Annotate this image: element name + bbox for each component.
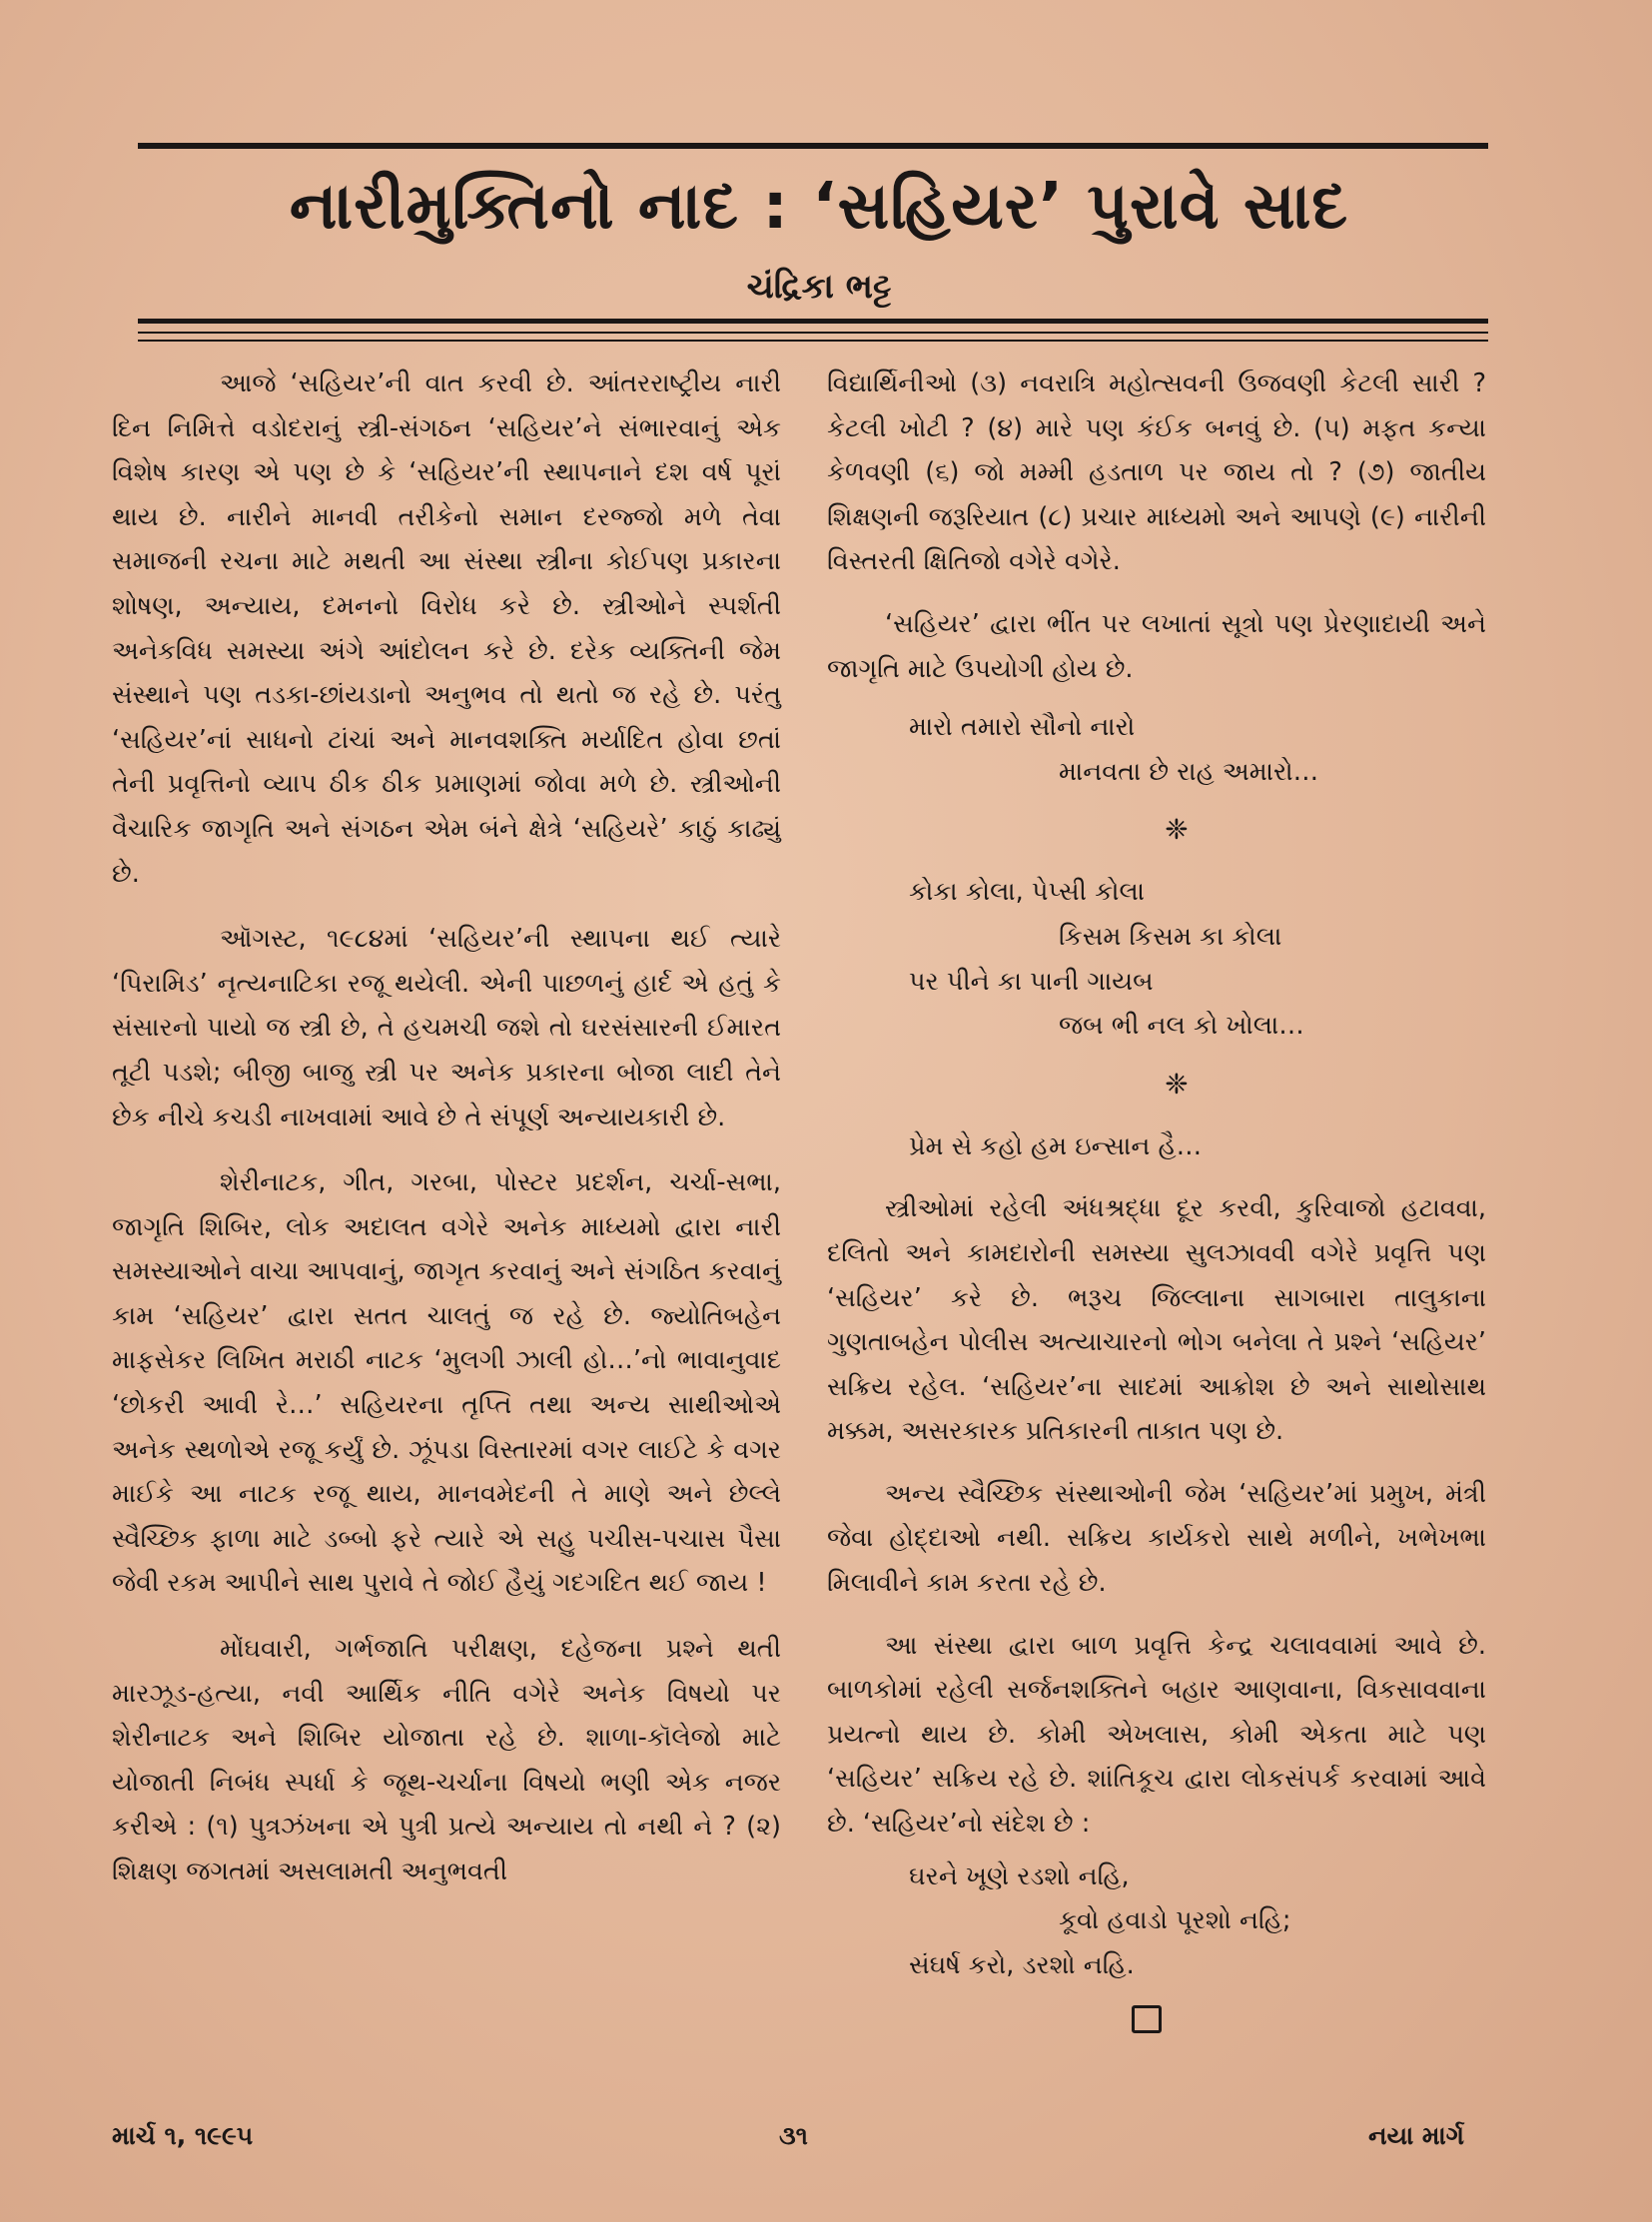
footer-page-number: ૩૧ bbox=[779, 2121, 808, 2150]
verse-line: કિસમ કિસમ કા કોલા bbox=[1059, 921, 1282, 952]
closing-verse bbox=[827, 1854, 1486, 1988]
verse-line: ઘરને ખૂણે રડશો નહિ, bbox=[909, 1860, 1130, 1891]
paragraph: અન્ય સ્વૈચ્છિક સંસ્થાઓની જેમ ‘સહિયર’માં પ્રમુખ, મંત્રી જેવા હોદ્દાઓ નથી. સક્રિય કાર્યકરો સાથે મળીને, ખભેખભા મિલાવીને કામ કરતા રહે છે. bbox=[827, 1478, 1486, 1599]
verse-line: મારો તમારો સૌનો નારો bbox=[909, 712, 1136, 743]
heading-rule-thick bbox=[138, 319, 1488, 324]
end-of-article-icon bbox=[1132, 2005, 1162, 2033]
paragraph: મોંઘવારી, ગર્ભજાતિ પરીક્ષણ, દહેજના પ્રશ્ને થતી મારઝૂડ-હત્યા, નવી આર્થિક નીતિ વગેરે અનેક વિષયો પર શેરીનાટક અને શિબિર યોજાતા રહે છે. શાળા-કૉલેજો માટે યોજાતી નિબંધ સ્પર્ધા કે જૂથ-ચર્ચાના વિષયો ભણી એક નજર કરીએ : (૧) પુત્રઝંખના એ પુત્રી પ્રત્યે અન્યાય તો નથી ને ? (૨) શિક્ષણ જગતમાં અસલામતી અનુભવતી bbox=[112, 1634, 781, 1886]
paragraph: શેરીનાટક, ગીત, ગરબા, પોસ્ટર પ્રદર્શન, ચર્ચા-સભા, જાગૃતિ શિબિર, લોક અદાલત વગેરે અનેક માધ્યમો દ્વારા નારી સમસ્યાઓને વાચા આપવાનું, જાગૃત કરવાનું અને સંગઠિત કરવાનું કામ ‘સહિયર’ દ્વારા સતત ચાલતું જ રહે છે. જ્યોતિબહેન માફસેકર લિખિત મરાઠી નાટક ‘મુલગી ઝાલી હો…’નો ભાવાનુવાદ ‘છોકરી આવી રે…’ સહિયરના તૃપ્તિ તથા અન્ય સાથીઓએ અનેક સ્થળોએ રજૂ કર્યું છે. ઝૂંપડા વિસ્તારમાં વગર લાઈટે કે વગર માઈકે આ નાટક રજૂ થાય, માનવમેદની તે માણે અને છેલ્લે સ્વૈચ્છિક ફાળા માટે ડબ્બો ફરે ત્યારે એ સહુ પચીસ-પચાસ પૈસા જેવી રકમ આપીને સાથ પુરાવે તે જોઈ હૈયું ગદગદિત થઈ જાય ! bbox=[112, 1167, 781, 1599]
left-column bbox=[112, 362, 781, 1894]
separator-ornament-icon: ❈ bbox=[1165, 1067, 1189, 1101]
heading-rule-thin bbox=[138, 332, 1488, 334]
verse-line: પર પીને કા પાની ગાયબ bbox=[909, 966, 1154, 997]
separator-ornament-icon: ❈ bbox=[1165, 813, 1189, 847]
footer-date: માર્ચ ૧, ૧૯૯૫ bbox=[112, 2121, 254, 2150]
paragraph: ઑગસ્ટ, ૧૯૮૪માં ‘સહિયર’ની સ્થાપના થઈ ત્યારે ‘પિરામિડ’ નૃત્યનાટિકા રજૂ થયેલી. એની પાછળનું હાર્દ એ હતું કે સંસારનો પાયો જ સ્ત્રી છે, તે હચમચી જશે તો ઘરસંસારની ઈમારત તૂટી પડશે; બીજી બાજુ સ્ત્રી પર અનેક પ્રકારના બોજા લાદી તેને છેક નીચે કચડી નાખવામાં આવે છે તે સંપૂર્ણ અન્યાયકારી છે. bbox=[112, 924, 781, 1132]
heading-rule-thin-2 bbox=[138, 340, 1488, 342]
verse-line: પ્રેમ સે કહો હમ ઇન્સાન હૈ… bbox=[909, 1130, 1203, 1161]
verse-line: માનવતા છે રાહ અમારો… bbox=[1059, 756, 1319, 787]
paragraph: સ્ત્રીઓમાં રહેલી અંધશ્રદ્ધા દૂર કરવી, કુરિવાજો હટાવવા, દલિતો અને કામદારોની સમસ્યા સુલઝાવવી વગેરે પ્રવૃત્તિ પણ ‘સહિયર’ કરે છે. ભરૂચ જિલ્લાના સાગબારા તાલુકાના ગુણતાબહેન પોલીસ અત્યાચારનો ભોગ બનેલા તે પ્રશ્ને ‘સહિયર’ સક્રિય રહેલ. ‘સહિયર’ના સાદમાં આક્રોશ છે અને સાથોસાથ મક્કમ, અસરકારક પ્રતિકારની તાકાત પણ છે. bbox=[827, 1193, 1486, 1447]
paragraph: ‘સહિયર’ દ્વારા ભીંત પર લખાતાં સૂત્રો પણ પ્રેરણાદાયી અને જાગૃતિ માટે ઉપયોગી હોય છે. bbox=[827, 608, 1486, 684]
article-title: નારીમુક્તિનો નાદ : ‘સહિયર’ પુરાવે સાદ bbox=[289, 170, 1349, 244]
paragraph-continued: વિદ્યાર્થિનીઓ (૩) નવરાત્રિ મહોત્સવની ઉજવણી કેટલી સારી ? કેટલી ખોટી ? (૪) મારે પણ કંઈક બનવું છે. (૫) મફત કન્યા કેળવણી (૬) જો મમ્મી હડતાળ પર જાય તો ? (૭) જાતીય શિક્ષણની જરૂરિયાત (૮) પ્રચાર માધ્યમો અને આપણે (૯) નારીની વિસ્તરતી ક્ષિતિજો વગેરે વગેરે. bbox=[827, 369, 1486, 577]
verse-line: કૂવો હવાડો પૂરશો નહિ; bbox=[1059, 1905, 1291, 1936]
paragraph: આજે ‘સહિયર’ની વાત કરવી છે. આંતરરાષ્ટ્રીય નારી દિન નિમિત્તે વડોદરાનું સ્ત્રી-સંગઠન ‘સહિયર’ને સંભારવાનું એક વિશેષ કારણ એ પણ છે કે ‘સહિયર’ની સ્થાપનાને દશ વર્ષ પૂરાં થાય છે. નારીને માનવી તરીકેનો સમાન દરજ્જો મળે તેવા સમાજની રચના માટે મથતી આ સંસ્થા સ્ત્રીના કોઈપણ પ્રકારના શોષણ, અન્યાય, દમનનો વિરોધ કરે છે. સ્ત્રીઓને સ્પર્શતી અનેકવિધ સમસ્યા અંગે આંદોલન કરે છે. દરેક વ્યક્તિની જેમ સંસ્થાને પણ તડકા-છાંયડાનો અનુભવ તો થતો જ રહે છે. પરંતુ ‘સહિયર’નાં સાધનો ટાંચાં અને માનવશક્તિ મર્યાદિત હોવા છતાં તેની પ્રવૃત્તિનો વ્યાપ ઠીક ઠીક પ્રમાણમાં જોવા મળે છે. સ્ત્રીઓની વૈચારિક જાગૃતિ અને સંગઠન એમ બંને ક્ષેત્રે ‘સહિયરે’ કાઠું કાઢ્યું છે. bbox=[112, 369, 781, 889]
slogan-verse bbox=[827, 1124, 1486, 1169]
footer-magazine-name: નયા માર્ગ bbox=[1368, 2121, 1464, 2150]
slogan-verse bbox=[827, 705, 1486, 794]
paragraph: આ સંસ્થા દ્વારા બાળ પ્રવૃત્તિ કેન્દ્ર ચલાવવામાં આવે છે. બાળકોમાં રહેલી સર્જનશક્તિને બહાર આણવાના, વિકસાવવાના પ્રયત્નો થાય છે. કોમી એખલાસ, કોમી એકતા માટે પણ ‘સહિયર’ સક્રિય રહે છે. શાંતિકૂચ દ્વારા લોકસંપર્ક કરવામાં આવે છે. ‘સહિયર’નો સંદેશ છે : bbox=[827, 1630, 1486, 1840]
verse-line: કોકા કોલા, પેપ્સી કોલા bbox=[909, 877, 1145, 908]
verse-line: સંઘર્ષ કરો, ડરશો નહિ. bbox=[909, 1949, 1135, 1980]
verse-line: જબ ભી નલ કો ખોલા… bbox=[1059, 1011, 1304, 1042]
article-author: ચંદ્રિકા ભટ્ટ bbox=[746, 267, 892, 307]
slogan-verse bbox=[827, 870, 1486, 1048]
top-rule bbox=[138, 143, 1488, 149]
right-column bbox=[827, 362, 1486, 2033]
